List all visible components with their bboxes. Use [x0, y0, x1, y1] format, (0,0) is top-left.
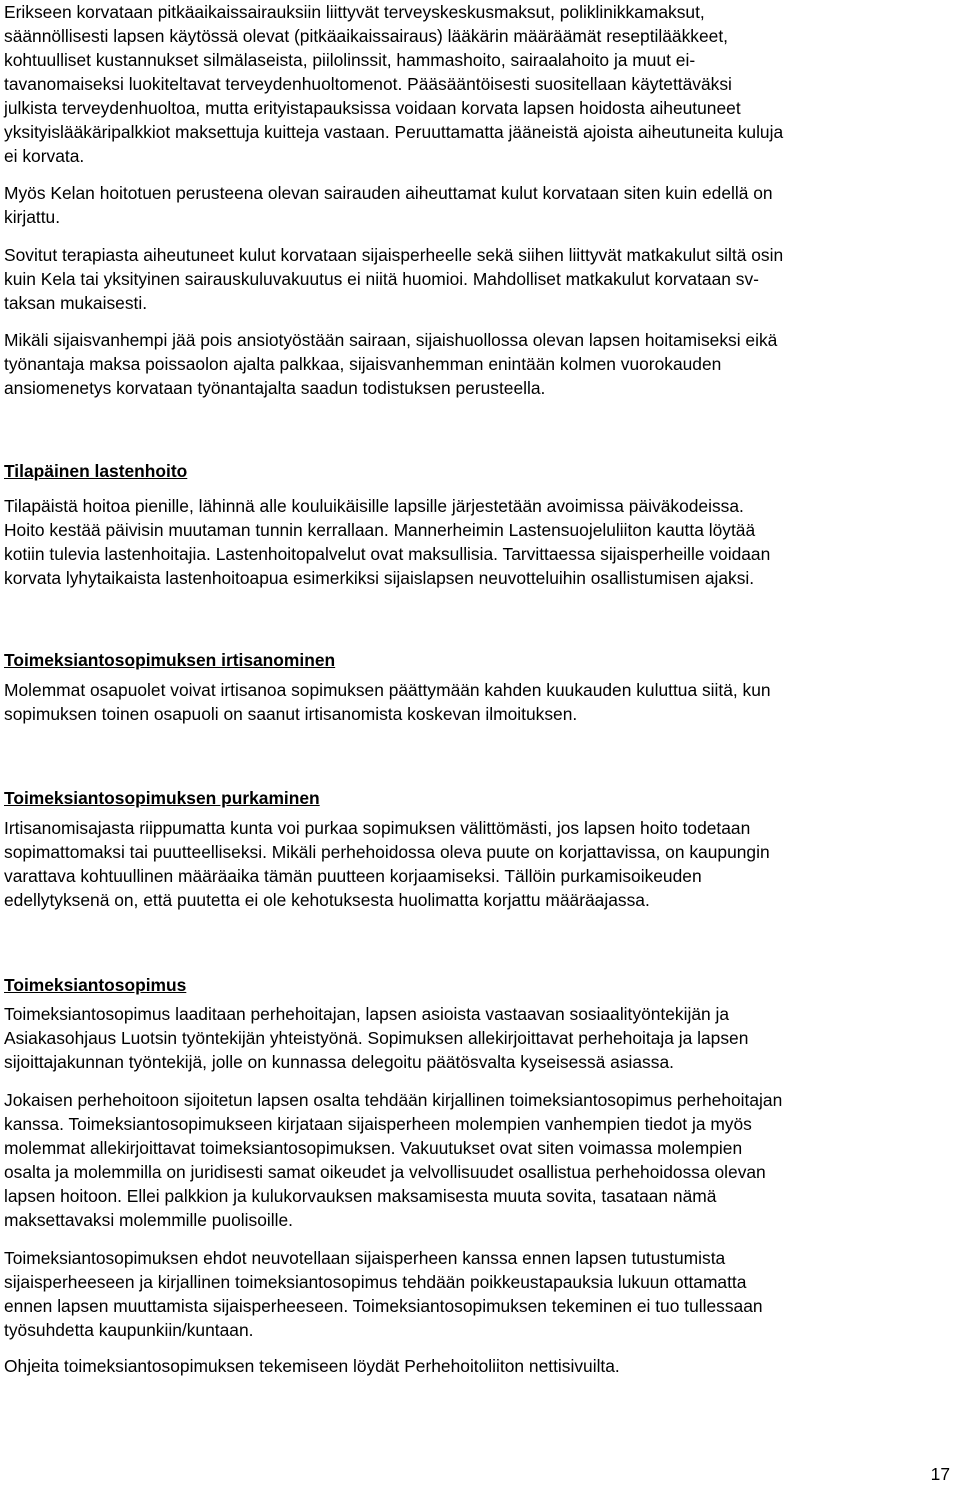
intro-paragraph-2: Myös Kelan hoitotuen perusteena olevan sairauden aiheuttamat kulut korvataan siten kuin edellä on kirjattu.	[4, 183, 773, 227]
section-paragraph: Tilapäistä hoitoa pienille, lähinnä alle kouluikäisille lapsille järjestetään avoimissa päiväkodeissa. Hoito kestää päivisin muutaman tunnin kerrallaan. Mannerheimin Lastensuojeluliiton kautta löytää kotiin tulevia lastenhoitajia. Lastenhoitopalvelut ovat maksullisia. Tarvittaessa sijaisperheille voidaan korvata lyhytaikaista lastenhoitoapua esimerkiksi sijaislapsen neuvotteluihin osallistumisen ajaksi.	[4, 496, 771, 588]
section-paragraph: Toimeksiantosopimus laaditaan perhehoitajan, lapsen asioista vastaavan sosiaalityöntekijän ja Asiakasohjaus Luotsin työntekijän yhteistyönä. Sopimuksen allekirjoittavat perhehoitaja ja lapsen sijoittajakunnan työntekijä, jolle on kunnassa delegoitu päätösvalta kyseisessä asiassa.	[4, 1004, 749, 1072]
section-paragraph: Ohjeita toimeksiantosopimuksen tekemiseen löydät Perhehoitoliiton nettisivuilta.	[4, 1356, 620, 1376]
section-heading-toimeksiantosopimus: Toimeksiantosopimus	[4, 975, 187, 995]
section-heading-tilapainen-lastenhoito: Tilapäinen lastenhoito	[4, 461, 188, 481]
section-paragraph: Toimeksiantosopimuksen ehdot neuvotellaan sijaisperheen kanssa ennen lapsen tutustumista sijaisperheeseen ja kirjallinen toimeksiantosopimus tehdään poikkeustapauksia lukuun ottamatta ennen lapsen muuttamista sijaisperheeseen. Toimeksiantosopimuksen tekeminen ei tuo tullessaan työsuhdetta kaupunkiin/kuntaan.	[4, 1248, 763, 1340]
intro-paragraph-4: Mikäli sijaisvanhempi jää pois ansiotyöstään sairaan, sijaishuollossa olevan lapsen hoitamiseksi eikä työnantaja maksa poissaolon ajalta palkkaa, sijaisvanhemman enintään kolmen vuorokauden ansiomenetys korvataan työnantajalta saadun todistuksen perusteella.	[4, 330, 778, 398]
intro-paragraph-1: Erikseen korvataan pitkäaikaissairauksiin liittyvät terveyskeskusmaksut, poliklinikkamaksut, säännöllisesti lapsen käytössä olevat (pitkäaikaissairaus) lääkärin määräämät reseptilääkkeet, kohtuulliset kustannukset silmälaseista, piilolinssit, hammashoito, sairaalahoito ja muut ei- tavanomaiseksi luokiteltavat terveydenhuoltomenot. Pääsääntöisesti suositellaan käytettäväksi julkista terveydenhuoltoa, mutta erityistapauksissa voidaan korvata lapsen hoidosta aiheutuneet yksityislääkäripalkkiot maksettuja kuitteja vastaan. Peruuttamatta jääneistä ajoista aiheutuneita kuluja ei korvata.	[4, 2, 784, 166]
section-paragraph: Irtisanomisajasta riippumatta kunta voi purkaa sopimuksen välittömästi, jos lapsen hoito todetaan sopimattomaksi tai puutteelliseksi. Mikäli perhehoidossa oleva puute on korjattavissa, on kaupungin varattava kohtuullinen määräaika tämän puutteen korjaamiseksi. Tällöin purkamisoikeuden edellytyksenä on, että puutetta ei ole kehotuksesta huolimatta korjattu määräajassa.	[4, 818, 770, 910]
section-heading-irtisanominen: Toimeksiantosopimuksen irtisanominen	[4, 650, 336, 670]
page-number: 17	[930, 1464, 950, 1484]
section-paragraph: Molemmat osapuolet voivat irtisanoa sopimuksen päättymään kahden kuukauden kuluttua siitä, kun sopimuksen toinen osapuoli on saanut irtisanomista koskevan ilmoituksen.	[4, 680, 771, 724]
intro-paragraph-3: Sovitut terapiasta aiheutuneet kulut korvataan sijaisperheelle sekä siihen liittyvät matkakulut siltä osin kuin Kela tai yksityinen sairauskuluvakuutus ei niitä huomioi. Mahdolliset matkakulut korvataan sv- taksan mukaisesti.	[4, 245, 784, 313]
section-heading-purkaminen: Toimeksiantosopimuksen purkaminen	[4, 788, 320, 808]
section-paragraph: Jokaisen perhehoitoon sijoitetun lapsen osalta tehdään kirjallinen toimeksiantosopimus perhehoitajan kanssa. Toimeksiantosopimukseen kirjataan sijaisperheen molempien vanhempien tiedot ja myös molemmat allekirjoittavat toimeksiantosopimuksen. Vakuutukset ovat siten voimassa molempien osalta ja molemmilla on juridisesti samat oikeudet ja velvollisuudet osallistua perhehoidossa olevan lapsen hoitoon. Ellei palkkion ja kulukorvauksen maksamisesta muuta sovita, tasataan nämä maksettavaksi molemmille puolisoille.	[4, 1090, 783, 1230]
